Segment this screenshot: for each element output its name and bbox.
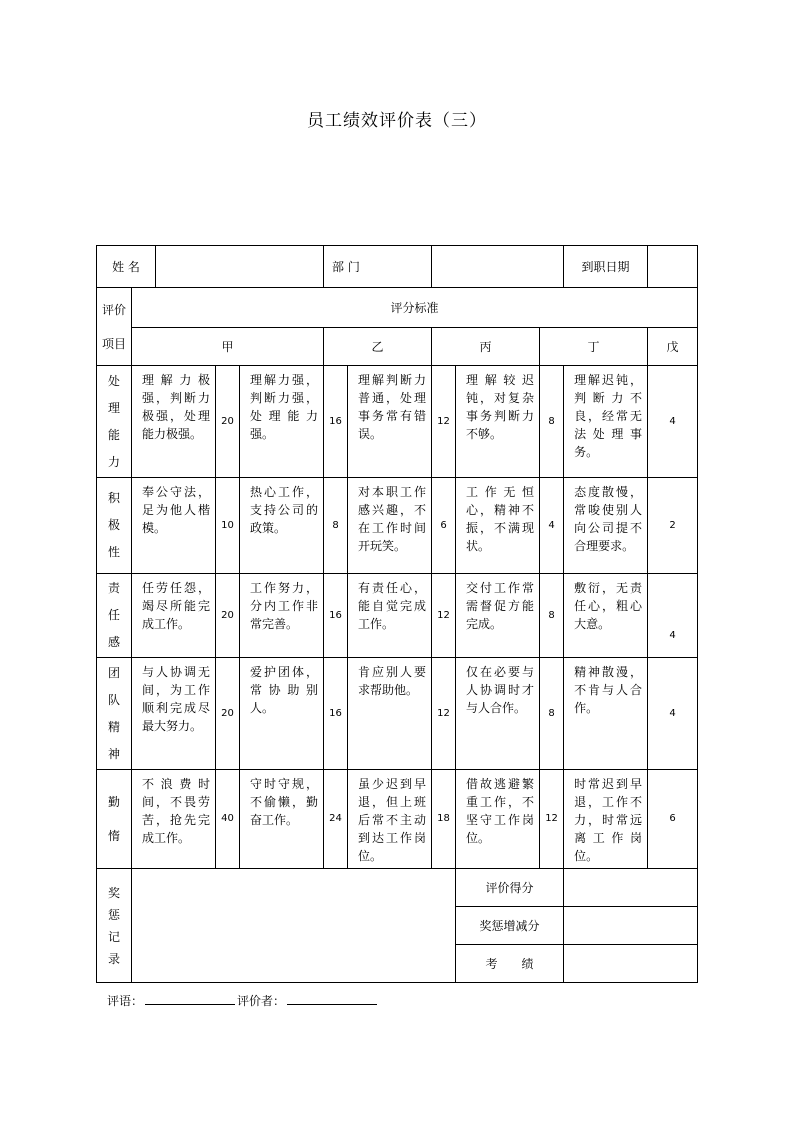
adjust-score-label: 奖惩增减分: [456, 907, 564, 945]
dept-label: 部 门: [324, 246, 432, 288]
score-cell: 4: [648, 658, 698, 770]
criteria-cell: 有责任心，能自觉完成工作。: [348, 574, 432, 658]
table-row: [97, 770, 698, 869]
criteria-cell: 与人协调无间，为工作顺利完成尽最大努力。: [132, 658, 216, 770]
criteria-cell: 奉公守法，足为他人楷模。: [132, 478, 216, 574]
criteria-cell: 守时守规，不偷懒，勤奋工作。: [240, 770, 324, 869]
criteria-cell: 爱护团体，常协助别人。: [240, 658, 324, 770]
hire-date-field[interactable]: [648, 246, 698, 288]
score-cell: 8: [540, 658, 564, 770]
eval-item-label-2: 项目: [101, 336, 126, 351]
grade-header-b: 乙: [324, 328, 432, 366]
criteria-cell: 时常迟到早退，工作不力，时常远离工作岗位。: [564, 770, 648, 869]
score-cell: 24: [324, 770, 348, 869]
score-cell: 4: [648, 574, 698, 658]
score-cell: 40: [216, 770, 240, 869]
score-cell: 12: [432, 574, 456, 658]
row-item-label: 处 理 能 力: [97, 366, 132, 478]
eval-item-label-1: 评价: [101, 302, 126, 317]
performance-label: 考 绩: [456, 945, 564, 983]
criteria-cell: 工作努力，分内工作非常完善。: [240, 574, 324, 658]
grade-header-a: 甲: [132, 328, 324, 366]
footer: [107, 992, 379, 1009]
eval-score-field[interactable]: [564, 869, 698, 907]
score-cell: 2: [648, 478, 698, 574]
criteria-cell: 仅在必要与人协调时才与人合作。: [456, 658, 540, 770]
criteria-cell: 任劳任怨，竭尽所能完成工作。: [132, 574, 216, 658]
criteria-cell: 敷衍，无责任心，粗心大意。: [564, 574, 648, 658]
criteria-cell: 工作无恒心，精神不振，不满现状。: [456, 478, 540, 574]
score-cell: 20: [216, 574, 240, 658]
score-cell: 16: [324, 366, 348, 478]
score-cell: 4: [648, 366, 698, 478]
criteria-cell: 理解力强，判断力强，处理能力强。: [240, 366, 324, 478]
grade-header-c: 丙: [432, 328, 540, 366]
criteria-cell: 对本职工作感兴趣，不在工作时间开玩笑。: [348, 478, 432, 574]
criteria-cell: 精神散漫，不肯与人合作。: [564, 658, 648, 770]
comment-label: 评语：: [107, 994, 144, 1008]
criteria-cell: 理解较迟钝，对复杂事务判断力不够。: [456, 366, 540, 478]
criteria-header: 评分标准: [132, 288, 698, 328]
score-cell: 16: [324, 658, 348, 770]
grade-header-d: 丁: [540, 328, 648, 366]
criteria-cell: 理解力极强，判断力极强，处理能力极强。: [132, 366, 216, 478]
reward-record-field[interactable]: [132, 869, 456, 983]
score-cell: 20: [216, 366, 240, 478]
row-item-label: 勤 惰: [97, 770, 132, 869]
criteria-cell: 肯应别人要求帮助他。: [348, 658, 432, 770]
criteria-cell: 热心工作，支持公司的政策。: [240, 478, 324, 574]
table-row: [97, 366, 698, 478]
score-cell: 6: [432, 478, 456, 574]
table-row: [97, 658, 698, 770]
dept-field[interactable]: [432, 246, 564, 288]
criteria-cell: 理解迟钝，判断力不良，经常无法处理事务。: [564, 366, 648, 478]
criteria-cell: 交付工作常需督促方能完成。: [456, 574, 540, 658]
score-cell: 8: [324, 478, 348, 574]
criteria-cell: 态度散慢，常唆使别人向公司提不合理要求。: [564, 478, 648, 574]
criteria-cell: 理解判断力普通，处理事务常有错误。: [348, 366, 432, 478]
score-cell: 8: [540, 366, 564, 478]
score-cell: 12: [432, 366, 456, 478]
grade-header-e: 戊: [648, 328, 698, 366]
score-cell: 6: [648, 770, 698, 869]
score-cell: 18: [432, 770, 456, 869]
criteria-cell: 借故逃避繁重工作，不坚守工作岗位。: [456, 770, 540, 869]
score-cell: 12: [540, 770, 564, 869]
table-row: [97, 574, 698, 658]
criteria-cell: 虽少迟到早退，但上班后常不主动到达工作岗位。: [348, 770, 432, 869]
eval-item-header: [97, 288, 132, 366]
score-cell: 10: [216, 478, 240, 574]
score-cell: 12: [432, 658, 456, 770]
row-item-label: 团 队 精 神: [97, 658, 132, 770]
adjust-score-field[interactable]: [564, 907, 698, 945]
row-item-label: 积 极 性: [97, 478, 132, 574]
reward-record-label: 奖 惩 记 录: [97, 869, 132, 983]
name-field[interactable]: [156, 246, 324, 288]
performance-field[interactable]: [564, 945, 698, 983]
table-row: [97, 478, 698, 574]
name-label: 姓 名: [97, 246, 156, 288]
evaluator-field[interactable]: [287, 994, 377, 1005]
eval-score-label: 评价得分: [456, 869, 564, 907]
score-cell: 20: [216, 658, 240, 770]
score-cell: 16: [324, 574, 348, 658]
evaluator-label: 评价者：: [237, 994, 286, 1008]
row-item-label: 责 任 感: [97, 574, 132, 658]
score-cell: 8: [540, 574, 564, 658]
comment-field[interactable]: [145, 994, 235, 1005]
score-cell: 4: [540, 478, 564, 574]
form-title: 员工绩效评价表（三）: [307, 111, 487, 131]
evaluation-table: [96, 245, 698, 983]
hire-date-label: 到职日期: [564, 246, 648, 288]
criteria-cell: 不浪费时间，不畏劳苦，抢先完成工作。: [132, 770, 216, 869]
